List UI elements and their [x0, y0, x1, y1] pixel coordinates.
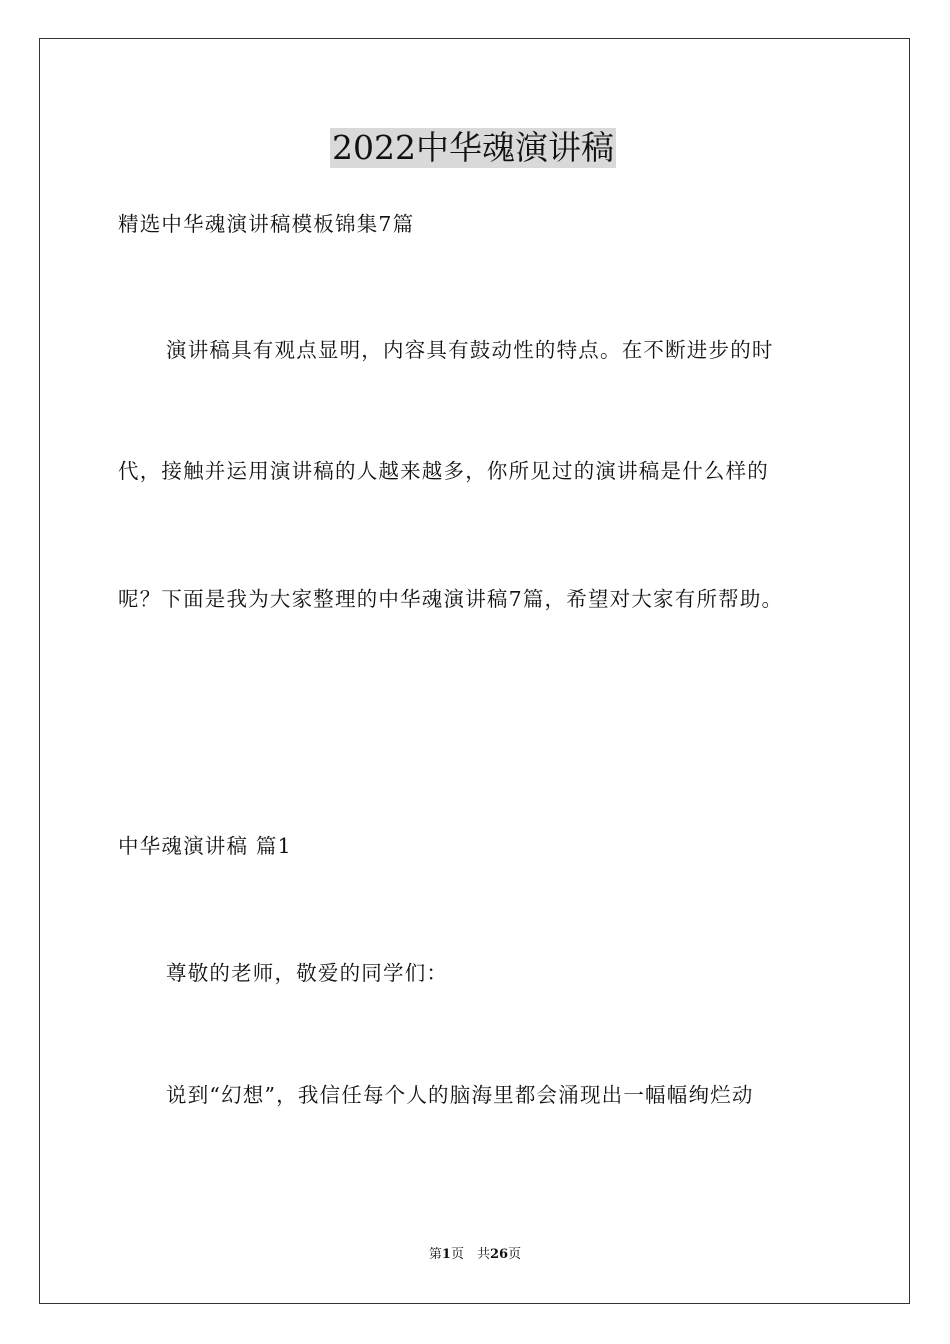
footer-mid: 页 共	[450, 1247, 490, 1262]
footer-page-current: 1	[441, 1247, 451, 1262]
page-footer	[0, 1245, 950, 1265]
body-paragraph-line: 说到“幻想”，我信任每个人的脑海里都会涌现出一幅幅绚烂动	[166, 1083, 754, 1107]
greeting-line: 尊敬的老师，敬爱的同学们：	[166, 961, 449, 985]
intro-line-3: 呢？下面是我为大家整理的中华魂演讲稿7篇，希望对大家有所帮助。	[118, 587, 784, 611]
footer-prefix: 第	[428, 1247, 442, 1262]
section-heading: 中华魂演讲稿 篇1	[118, 834, 292, 858]
footer-page-total: 26	[489, 1247, 509, 1262]
document-subtitle: 精选中华魂演讲稿模板锦集7篇	[118, 212, 415, 236]
intro-line-1: 演讲稿具有观点显明，内容具有鼓动性的特点。在不断进步的时	[166, 338, 774, 362]
document-title: 2022中华魂演讲稿	[332, 128, 614, 167]
intro-line-2: 代，接触并运用演讲稿的人越来越多，你所见过的演讲稿是什么样的	[118, 459, 769, 483]
footer-suffix: 页	[508, 1247, 522, 1262]
